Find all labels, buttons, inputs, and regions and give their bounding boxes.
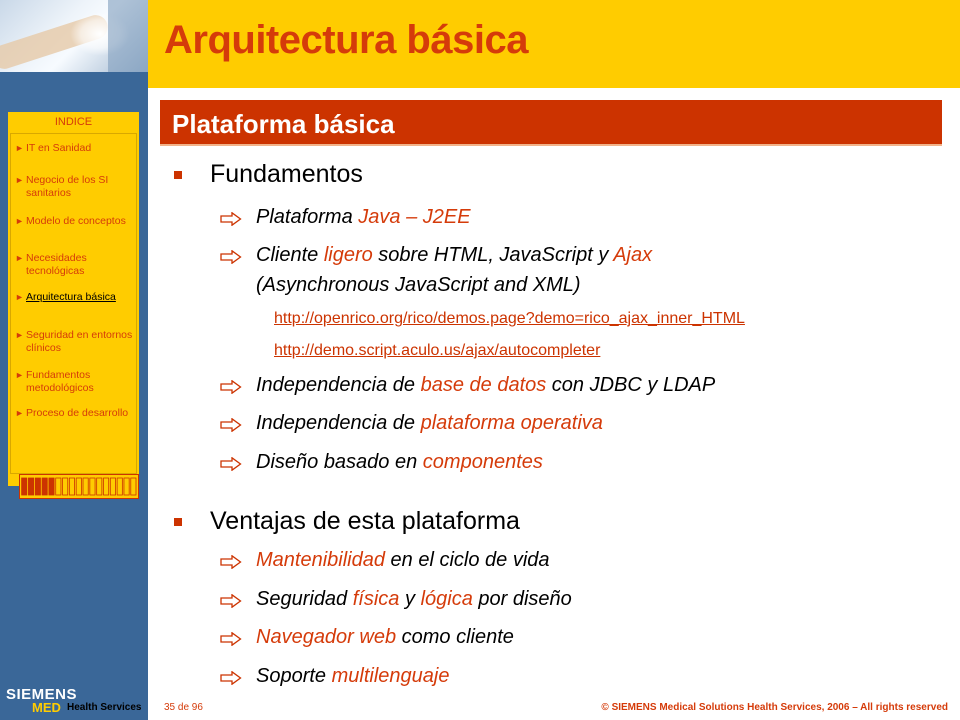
health-services-logo: Health Services bbox=[67, 702, 142, 713]
progress-segment-empty bbox=[97, 478, 102, 495]
bullet-label: Ventajas de esta plataforma bbox=[210, 507, 520, 535]
header-bar bbox=[148, 0, 960, 88]
item-text: Cliente bbox=[256, 244, 324, 266]
index-item-it-sanidad[interactable] bbox=[15, 142, 135, 155]
progress-segment-empty bbox=[103, 478, 108, 495]
square-bullet-icon bbox=[174, 171, 182, 179]
item-highlight: componentes bbox=[422, 451, 543, 473]
item-highlight: Java – J2EE bbox=[358, 206, 471, 228]
item-highlight: ligero bbox=[323, 244, 373, 266]
index-item-necesidades[interactable] bbox=[15, 252, 135, 278]
triangle-right-icon: ► bbox=[15, 175, 24, 185]
index-item-seguridad[interactable] bbox=[15, 329, 135, 355]
index-item-negocio[interactable] bbox=[15, 174, 135, 200]
progress-segment-empty bbox=[124, 478, 129, 495]
med-logo: MED bbox=[32, 700, 61, 715]
item-text: Soporte bbox=[256, 665, 332, 687]
item-highlight: lógica bbox=[420, 588, 473, 610]
item-highlight: Navegador web bbox=[256, 626, 397, 648]
progress-segment-filled bbox=[49, 478, 54, 495]
page-title: Arquitectura básica bbox=[164, 18, 528, 62]
index-item-proceso[interactable] bbox=[15, 407, 135, 420]
index-list bbox=[10, 133, 137, 474]
progress-segment-empty bbox=[56, 478, 61, 495]
item-highlight: plataforma operativa bbox=[420, 412, 603, 434]
item-text: Diseño basado en bbox=[256, 451, 423, 473]
index-item-label: Modelo de conceptos bbox=[26, 215, 126, 227]
item-text: en el ciclo de vida bbox=[384, 549, 550, 571]
header-photo bbox=[0, 0, 148, 72]
index-item-label: Proceso de desarrollo bbox=[26, 407, 129, 419]
arrow-right-icon bbox=[220, 632, 242, 646]
index-item-label: Arquitectura básica bbox=[26, 291, 116, 303]
progress-segment-empty bbox=[110, 478, 115, 495]
triangle-right-icon: ► bbox=[15, 370, 24, 380]
triangle-right-icon: ► bbox=[15, 330, 24, 340]
item-highlight: multilenguaje bbox=[331, 665, 450, 687]
arrow-right-icon bbox=[220, 212, 242, 226]
index-item-label: Negocio de los SI sanitarios bbox=[26, 174, 109, 199]
arrow-right-icon bbox=[220, 457, 242, 471]
progress-segment-empty bbox=[117, 478, 122, 495]
progress-segment-filled bbox=[42, 478, 47, 495]
arrow-right-icon bbox=[220, 671, 242, 685]
link-scriptaculous[interactable]: http://demo.script.aculo.us/ajax/autocompleter bbox=[274, 342, 601, 359]
bullet-label: Fundamentos bbox=[210, 160, 363, 188]
arrow-right-icon bbox=[220, 418, 242, 432]
progress-segment-empty bbox=[90, 478, 95, 495]
item-text: Independencia de bbox=[256, 412, 421, 434]
siemens-logo: SIEMENS bbox=[6, 686, 78, 703]
index-item-fundamentos[interactable] bbox=[15, 369, 135, 395]
index-item-label: Necesidades tecnológicas bbox=[26, 252, 87, 277]
index-item-modelo[interactable] bbox=[15, 215, 135, 228]
triangle-right-icon: ► bbox=[15, 253, 24, 263]
item-text: (Asynchronous JavaScript and XML) bbox=[256, 274, 581, 296]
item-text: Plataforma bbox=[256, 206, 359, 228]
copyright-notice: © SIEMENS Medical Solutions Health Services, 2006 – All rights reserved bbox=[601, 702, 948, 713]
arrow-right-icon bbox=[220, 380, 242, 394]
arrow-right-icon bbox=[220, 594, 242, 608]
arrow-right-icon bbox=[220, 250, 242, 264]
index-item-label: Seguridad en entornos clínicos bbox=[26, 329, 133, 354]
section-title: Plataforma básica bbox=[172, 109, 395, 139]
index-item-arquitectura[interactable] bbox=[15, 291, 135, 304]
item-highlight: Mantenibilidad bbox=[256, 549, 385, 571]
item-text: y bbox=[399, 588, 421, 610]
square-bullet-icon bbox=[174, 518, 182, 526]
triangle-right-icon: ► bbox=[15, 143, 24, 153]
progress-segment-filled bbox=[22, 478, 27, 495]
progress-segment-empty bbox=[83, 478, 88, 495]
item-highlight: base de datos bbox=[420, 374, 547, 396]
progress-indicator bbox=[19, 474, 139, 499]
progress-segment-empty bbox=[131, 478, 136, 495]
progress-segment-filled bbox=[35, 478, 40, 495]
index-title: INDICE bbox=[54, 116, 93, 128]
triangle-right-icon: ► bbox=[15, 216, 24, 226]
triangle-right-icon: ► bbox=[15, 408, 24, 418]
section-bar bbox=[160, 100, 942, 146]
index-item-label: IT en Sanidad bbox=[26, 142, 92, 154]
index-panel bbox=[8, 112, 139, 486]
item-highlight: física bbox=[352, 588, 400, 610]
photo-fold-shape bbox=[108, 0, 148, 72]
arrow-right-icon bbox=[220, 555, 242, 569]
index-item-label: Fundamentos metodológicos bbox=[26, 369, 94, 394]
progress-segment-empty bbox=[76, 478, 81, 495]
progress-segment-filled bbox=[28, 478, 33, 495]
progress-segment-empty bbox=[69, 478, 74, 495]
item-text: sobre HTML, JavaScript y bbox=[372, 244, 614, 266]
sidebar bbox=[0, 0, 148, 720]
item-text: Independencia de bbox=[256, 374, 421, 396]
item-highlight: Ajax bbox=[613, 244, 653, 266]
item-text: por diseño bbox=[472, 588, 572, 610]
page-number: 35 de 96 bbox=[164, 702, 203, 713]
item-text: como cliente bbox=[396, 626, 514, 648]
item-text: Seguridad bbox=[256, 588, 353, 610]
progress-segment-empty bbox=[63, 478, 68, 495]
link-openrico[interactable]: http://openrico.org/rico/demos.page?demo=rico_ajax_inner_HTML bbox=[274, 310, 745, 327]
item-text: con JDBC y LDAP bbox=[546, 374, 716, 396]
triangle-right-icon: ► bbox=[15, 292, 24, 302]
